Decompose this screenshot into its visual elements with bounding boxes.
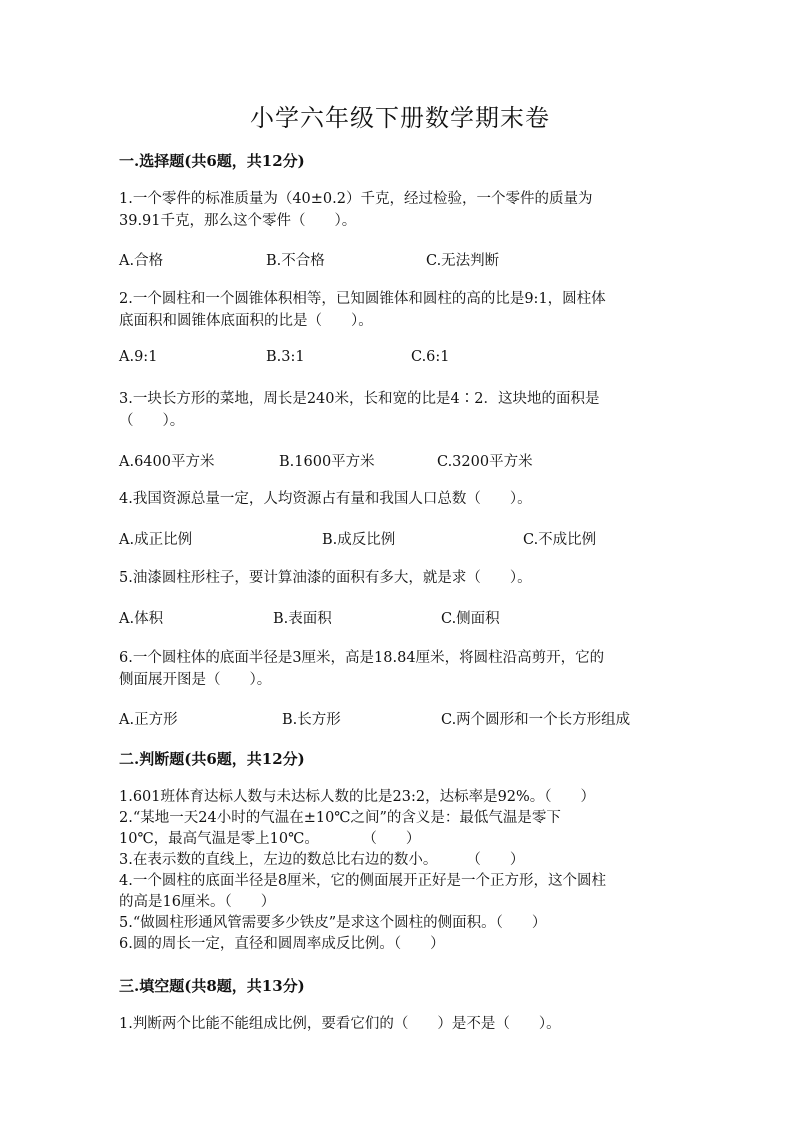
q4-option-a: A.成正比例 [119, 532, 193, 548]
question-6-line-2: 侧面展开图是（ ）。 [119, 672, 272, 688]
judgement-line-6: 的高是16厘米。（ ） [119, 894, 276, 910]
q5-option-c: C.侧面积 [441, 611, 500, 627]
judgement-line-4: 3.在表示数的直线上，左边的数总比右边的数小。 （ ） [119, 852, 525, 868]
q2-option-c: C.6:1 [411, 349, 450, 365]
section-heading-fill: 三.填空题(共8题，共13分) [119, 977, 305, 995]
question-5-line-1: 5.油漆圆柱形柱子，要计算油漆的面积有多大，就是求（ ）。 [119, 570, 532, 586]
question-5 [119, 567, 679, 589]
q1-option-a: A.合格 [119, 253, 164, 269]
question-3 [119, 388, 679, 432]
question-1-line-1: 1.一个零件的标准质量为（40±0.2）千克，经过检验，一个零件的质量为 [119, 191, 593, 207]
question-3-line-2: （ ）。 [119, 413, 185, 429]
judgement-line-2: 2.“某地一天24小时的气温在±10℃之间”的含义是：最低气温是零下 [119, 810, 561, 826]
q2-option-a: A.9:1 [119, 349, 158, 365]
q1-option-c: C.无法判断 [426, 253, 500, 269]
q5-option-b: B.表面积 [273, 611, 332, 627]
q6-option-b: B.长方形 [282, 712, 341, 728]
q3-option-b: B.1600平方米 [279, 454, 375, 470]
section-heading-judgement: 二.判断题(共6题，共12分) [119, 750, 305, 768]
question-4 [119, 488, 679, 510]
q3-option-a: A.6400平方米 [119, 454, 215, 470]
question-1 [119, 188, 679, 232]
q3-option-c: C.3200平方米 [437, 454, 533, 470]
question-2-line-1: 2.一个圆柱和一个圆锥体积相等，已知圆锥体和圆柱的高的比是9:1，圆柱体 [119, 291, 606, 307]
question-6 [119, 647, 679, 691]
q4-option-c: C.不成比例 [523, 532, 597, 548]
q5-option-a: A.体积 [119, 611, 164, 627]
q2-option-b: B.3:1 [266, 349, 305, 365]
question-6-line-1: 6.一个圆柱体的底面半径是3厘米，高是18.84厘米，将圆柱沿高剪开，它的 [119, 650, 605, 666]
q1-option-b: B.不合格 [266, 253, 325, 269]
q6-option-a: A.正方形 [119, 712, 178, 728]
judgement-line-1: 1.601班体育达标人数与未达标人数的比是23:2，达标率是92%。（ ） [119, 789, 596, 805]
q6-option-c: C.两个圆形和一个长方形组成 [441, 712, 631, 728]
judgement-line-5: 4.一个圆柱的底面半径是8厘米，它的侧面展开正好是一个正方形，这个圆柱 [119, 873, 607, 889]
section-heading-choice: 一.选择题(共6题，共12分) [119, 152, 305, 170]
question-3-line-1: 3.一块长方形的菜地，周长是240米，长和宽的比是4∶2．这块地的面积是 [119, 391, 600, 407]
fill-question-1: 1.判断两个比能不能组成比例，要看它们的（ ）是不是（ ）。 [119, 1016, 561, 1032]
q4-option-b: B.成反比例 [322, 532, 396, 548]
judgement-line-3: 10℃，最高气温是零上10℃。 （ ） [119, 831, 421, 847]
judgement-line-7: 5.“做圆柱形通风管需要多少铁皮”是求这个圆柱的侧面积。（ ） [119, 915, 547, 931]
question-2-line-2: 底面积和圆锥体底面积的比是（ ）。 [119, 313, 373, 329]
judgement-line-8: 6.圆的周长一定，直径和圆周率成反比例。（ ） [119, 936, 445, 952]
question-4-line-1: 4.我国资源总量一定，人均资源占有量和我国人口总数（ ）。 [119, 491, 532, 507]
page-title: 小学六年级下册数学期末卷 [250, 104, 550, 132]
question-1-line-2: 39.91千克，那么这个零件（ ）。 [119, 213, 357, 229]
question-2 [119, 288, 679, 332]
